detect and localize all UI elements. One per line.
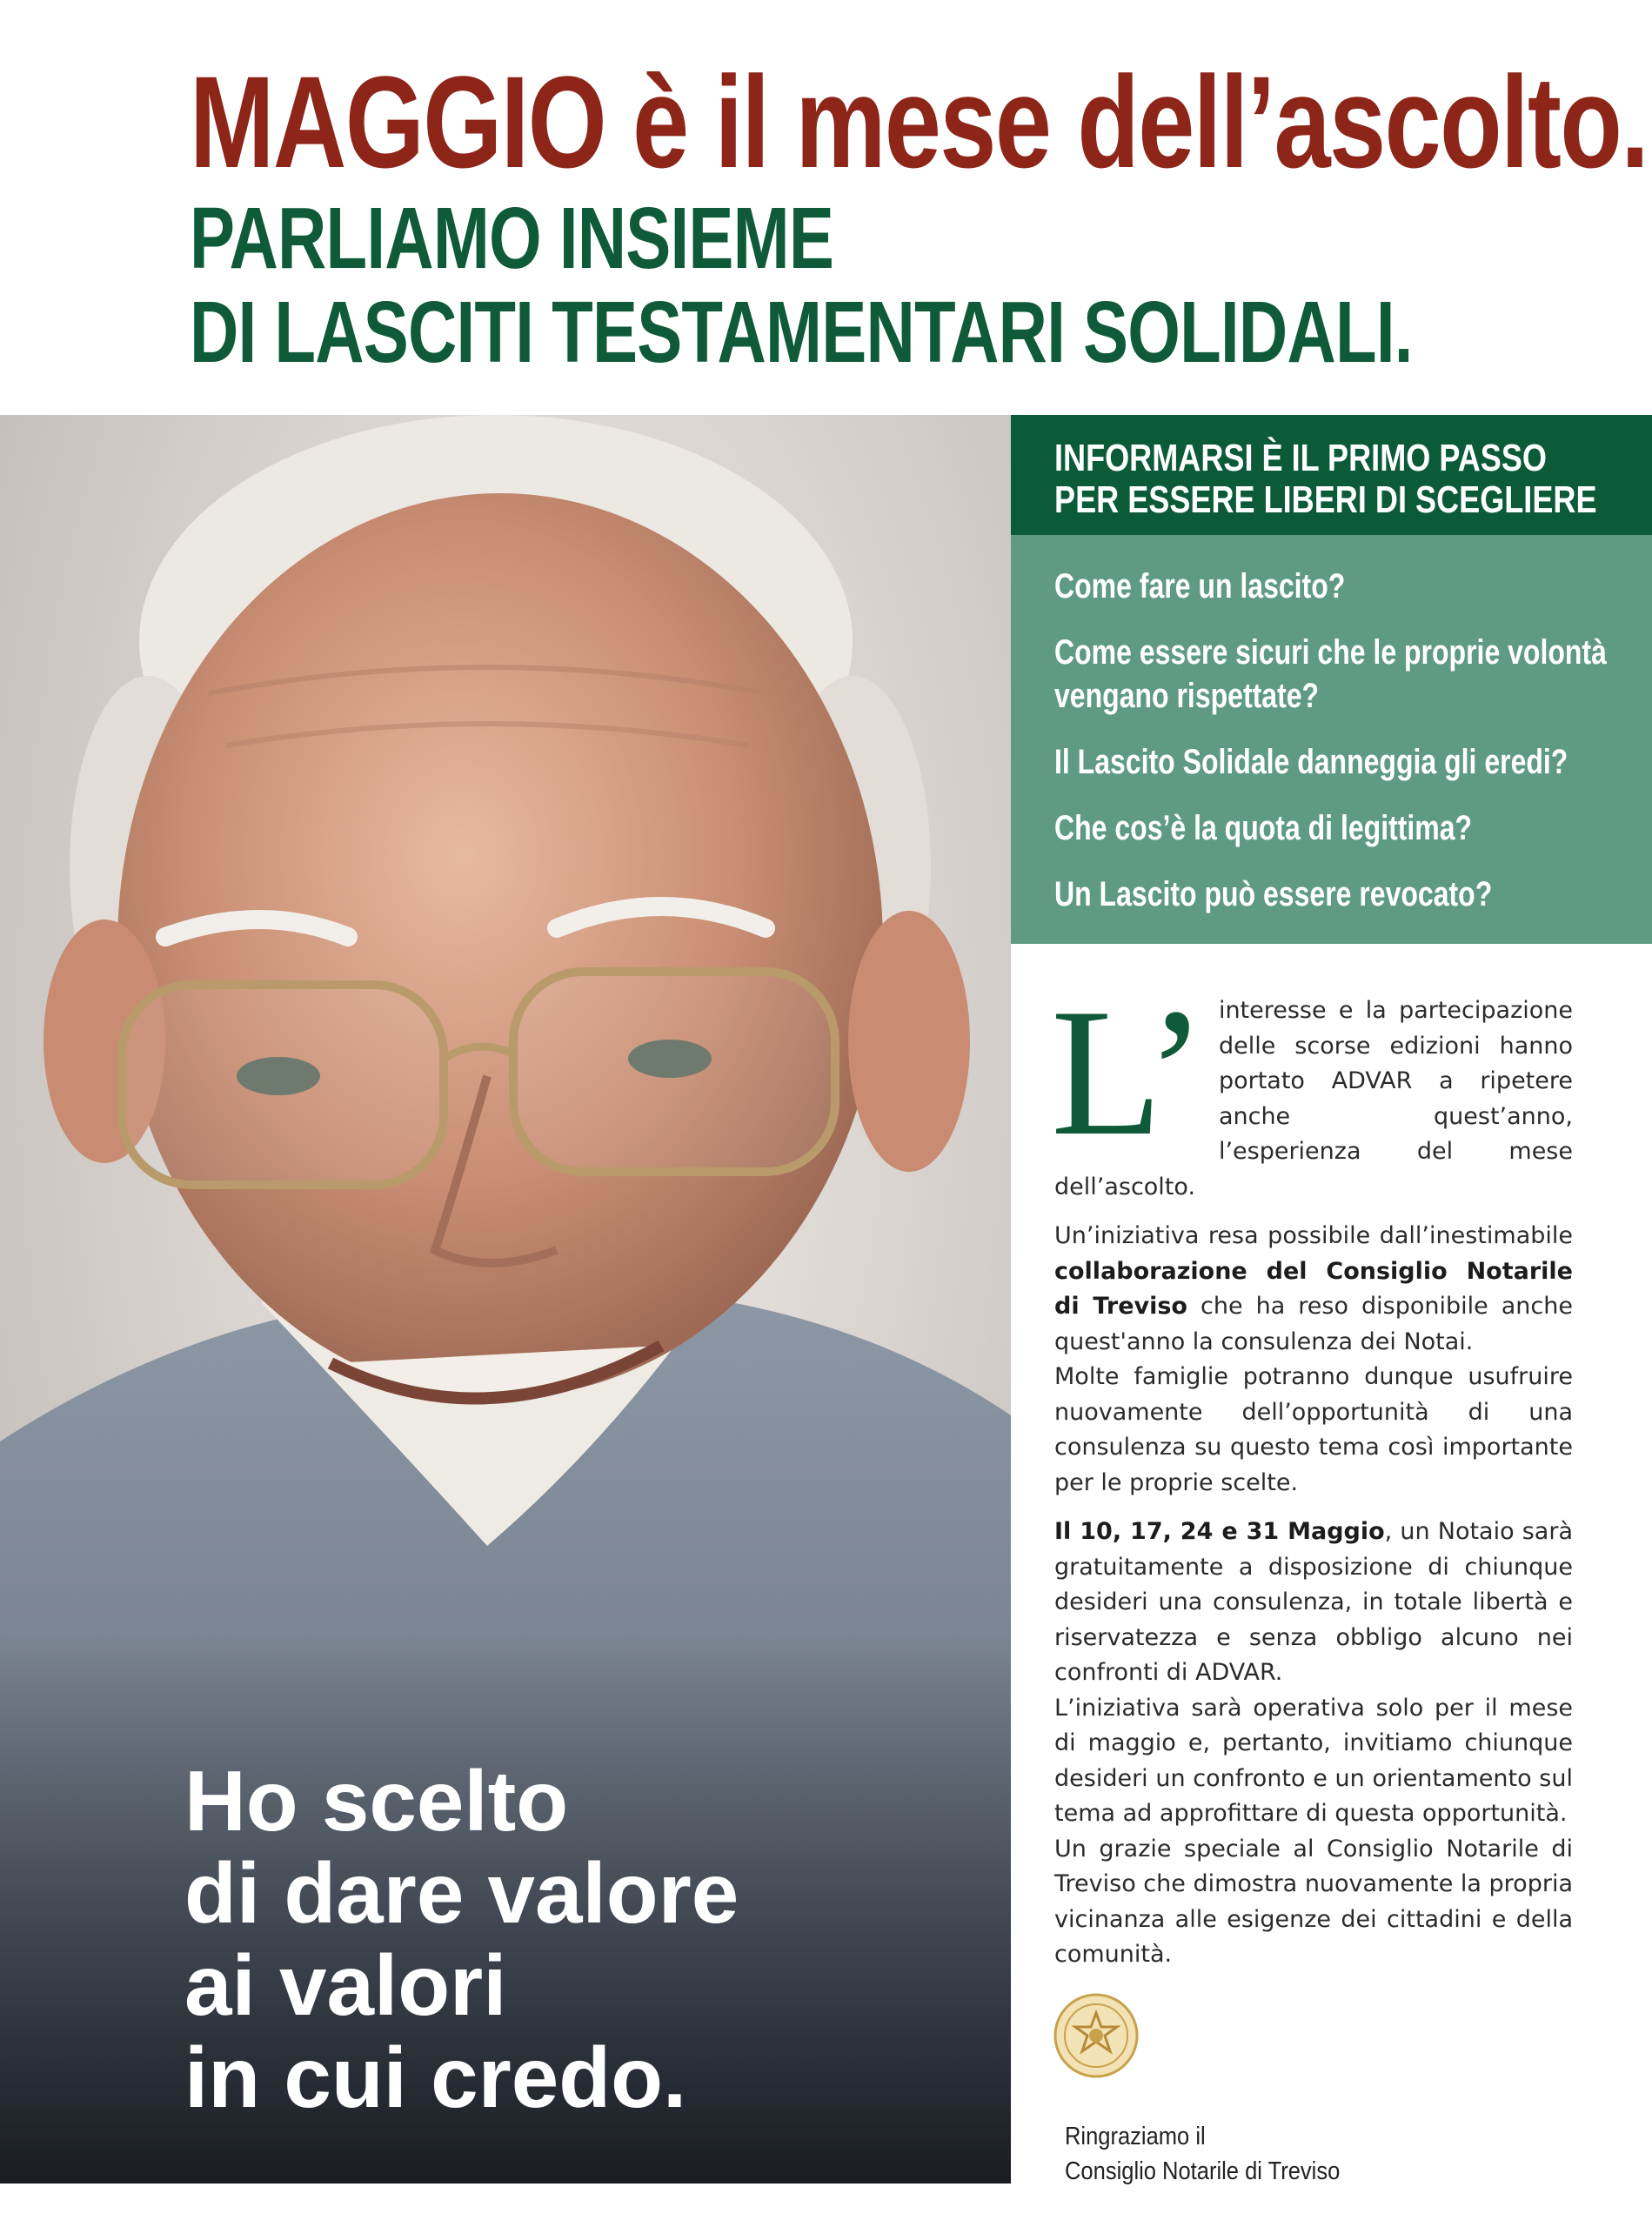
intro-paragraph xyxy=(1051,972,1573,1205)
text-span: Molte famiglie potranno dunque usufruire nuovamente dell’opportunità di una consulenza su questo tema così importante per le proprie scelte. xyxy=(1054,1363,1573,1496)
thanks-note xyxy=(1065,2119,1555,2189)
info-question xyxy=(1054,873,1533,916)
tagline-line: Ho scelto xyxy=(184,1753,569,1849)
text-span: , un Notaio sarà gratuitamente a disposizione di chiunque desideri una consulenza, in totale libertà e riservatezza e senza obbligo alcuno nei confronti di ADVAR. xyxy=(1054,1518,1573,1686)
thanks-line: Ringraziamo il xyxy=(1065,2123,1206,2150)
info-question xyxy=(1054,740,1568,784)
collaboration-paragraph xyxy=(1054,1219,1573,1501)
info-question xyxy=(1054,806,1533,850)
info-question-text: vengano rispettate? xyxy=(1054,677,1320,715)
info-question-text: Il Lascito Solidale danneggia gli eredi? xyxy=(1054,743,1568,781)
headline-line-2: PARLIAMO INSIEME xyxy=(190,190,834,287)
info-question-text: Un Lascito può essere revocato? xyxy=(1054,875,1493,913)
bold-text: collaborazione del Consiglio Notarile di Treviso xyxy=(1054,1257,1573,1320)
intro-text: interesse e la partecipazione delle scorse edizioni hanno portato ADVAR a ripetere anche quest’anno, l’esperienza del mese dell’ascolto. xyxy=(1054,997,1573,1200)
text-span: Un’iniziativa resa possibile dall’inestimabile xyxy=(1054,1222,1573,1249)
text-span: che ha reso disponibile anche quest'anno la consulenza dei Notai. xyxy=(1054,1293,1573,1355)
info-question-text: Come essere sicuri che le proprie volontà xyxy=(1054,633,1607,672)
text-span: L’iniziativa sarà operativa solo per il mese di maggio e, pertanto, invitiamo chiunque desideri un confronto e un orientamento sul tema ad approfittare di questa opportunità. xyxy=(1054,1694,1573,1827)
drop-cap: L’ xyxy=(1051,972,1207,1174)
tagline-line: in cui credo. xyxy=(184,2030,687,2125)
info-question xyxy=(1054,565,1533,608)
text-span: Un grazie speciale al Consiglio Notarile di Treviso che dimostra nuovamente la propria vicinanza alle esigenze dei cittadini e della comunità. xyxy=(1054,1835,1573,1968)
headline xyxy=(190,49,1649,381)
thanks-line: Consiglio Notarile di Treviso xyxy=(1065,2157,1341,2185)
headline-line-3: DI LASCITI TESTAMENTARI SOLIDALI. xyxy=(190,284,1413,381)
tagline-line: ai valori xyxy=(184,1937,507,2033)
info-question-text: Come fare un lascito? xyxy=(1054,567,1346,605)
body-text xyxy=(1051,972,1573,1987)
portrait-photo xyxy=(0,415,1011,2184)
info-question-text: Che cos’è la quota di legittima? xyxy=(1054,809,1473,847)
headline-line-1: MAGGIO è il mese dell’ascolto. xyxy=(190,49,1649,195)
photo-tagline xyxy=(184,1755,967,2123)
tagline-line: di dare valore xyxy=(184,1845,739,1941)
info-heading-line: INFORMARSI È IL PRIMO PASSO xyxy=(1054,437,1547,479)
bold-dates: Il 10, 17, 24 e 31 Maggio xyxy=(1054,1518,1385,1545)
info-question xyxy=(1054,631,1607,718)
info-box xyxy=(1011,415,1652,944)
info-heading-line: PER ESSERE LIBERI DI SCEGLIERE xyxy=(1054,478,1597,521)
info-question-list xyxy=(1011,535,1652,944)
dates-paragraph xyxy=(1054,1515,1573,1973)
info-box-heading xyxy=(1011,415,1652,535)
notarial-seal-icon xyxy=(1053,1992,1140,2079)
